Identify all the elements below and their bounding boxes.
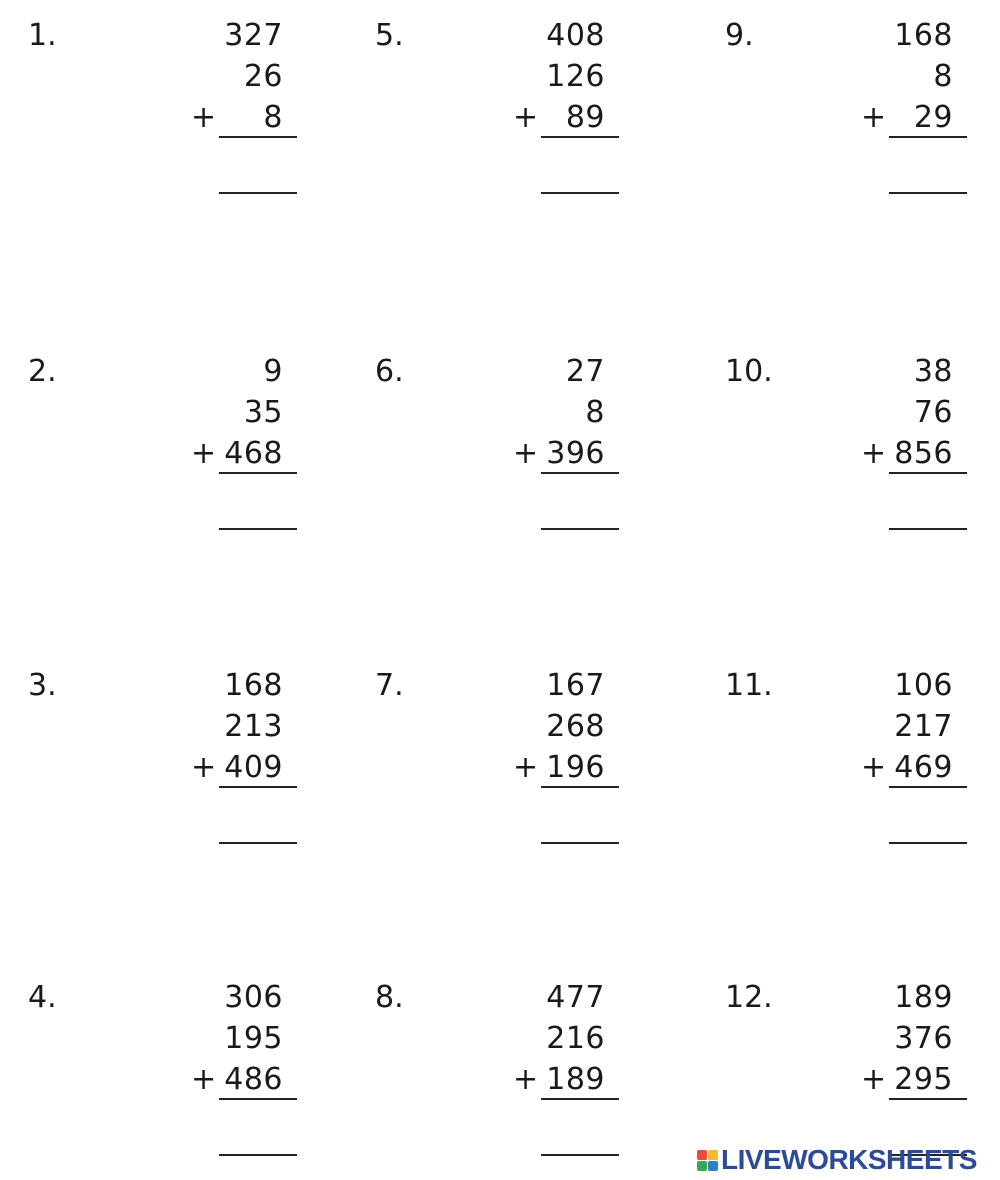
addend-1: 306 (224, 980, 283, 1015)
problem-number: 8. (375, 980, 404, 1015)
sum-line (889, 1098, 967, 1100)
plus-sign: + (191, 100, 217, 135)
addend-3: 468 (224, 436, 283, 471)
problem-number: 4. (28, 980, 57, 1015)
plus-sign: + (861, 750, 887, 785)
addend-2: 268 (546, 709, 605, 744)
answer-input[interactable] (541, 156, 619, 194)
problem-4 (28, 980, 283, 1180)
addend-2: 376 (894, 1021, 953, 1056)
addend-1: 38 (913, 354, 953, 389)
problem-3 (28, 668, 283, 868)
plus-sign: + (861, 1062, 887, 1097)
problem-number: 1. (28, 18, 57, 53)
addend-1: 27 (565, 354, 605, 389)
liveworksheets-logo (697, 1142, 977, 1178)
problem-1 (28, 18, 283, 218)
addend-3: 89 (565, 100, 605, 135)
addend-1: 106 (894, 668, 953, 703)
addend-2: 35 (243, 395, 283, 430)
plus-sign: + (861, 100, 887, 135)
addend-2: 217 (894, 709, 953, 744)
answer-input[interactable] (541, 806, 619, 844)
addend-1: 408 (546, 18, 605, 53)
sum-line (219, 786, 297, 788)
addend-2: 26 (243, 59, 283, 94)
sum-line (889, 472, 967, 474)
problem-9 (725, 18, 953, 218)
addend-3: 486 (224, 1062, 283, 1097)
addend-2: 213 (224, 709, 283, 744)
problem-number: 6. (375, 354, 404, 389)
answer-input[interactable] (219, 1118, 297, 1156)
problem-8 (375, 980, 605, 1180)
plus-sign: + (191, 436, 217, 471)
answer-input[interactable] (889, 492, 967, 530)
answer-input[interactable] (541, 1118, 619, 1156)
plus-sign: + (513, 100, 539, 135)
addend-1: 477 (546, 980, 605, 1015)
problem-6 (375, 354, 605, 554)
addend-3: 409 (224, 750, 283, 785)
liveworksheets-logo-icon (697, 1150, 718, 1171)
problem-number: 2. (28, 354, 57, 389)
plus-sign: + (191, 1062, 217, 1097)
sum-line (889, 136, 967, 138)
answer-input[interactable] (889, 156, 967, 194)
addend-2: 195 (224, 1021, 283, 1056)
sum-line (219, 136, 297, 138)
problem-number: 12. (725, 980, 773, 1015)
logo-square-red (697, 1150, 707, 1160)
plus-sign: + (513, 436, 539, 471)
problem-7 (375, 668, 605, 868)
addend-3: 469 (894, 750, 953, 785)
addend-3: 196 (546, 750, 605, 785)
plus-sign: + (513, 750, 539, 785)
problem-10 (725, 354, 953, 554)
addend-3: 8 (263, 100, 283, 135)
logo-text: LIVEWORKSHEETS (721, 1144, 977, 1175)
sum-line (889, 786, 967, 788)
addend-1: 9 (263, 354, 283, 389)
addend-2: 126 (546, 59, 605, 94)
addend-2: 8 (933, 59, 953, 94)
addend-1: 168 (894, 18, 953, 53)
problem-5 (375, 18, 605, 218)
answer-input[interactable] (219, 156, 297, 194)
answer-input[interactable] (541, 492, 619, 530)
sum-line (541, 786, 619, 788)
problem-11 (725, 668, 953, 868)
addend-1: 327 (224, 18, 283, 53)
sum-line (219, 472, 297, 474)
answer-input[interactable] (219, 806, 297, 844)
addend-3: 189 (546, 1062, 605, 1097)
plus-sign: + (513, 1062, 539, 1097)
logo-square-blue (708, 1161, 718, 1171)
addend-3: 29 (913, 100, 953, 135)
addend-1: 189 (894, 980, 953, 1015)
addend-2: 216 (546, 1021, 605, 1056)
sum-line (541, 1098, 619, 1100)
sum-line (541, 136, 619, 138)
plus-sign: + (191, 750, 217, 785)
problem-number: 11. (725, 668, 773, 703)
answer-input[interactable] (889, 806, 967, 844)
problem-2 (28, 354, 283, 554)
sum-line (219, 1098, 297, 1100)
answer-input[interactable] (219, 492, 297, 530)
problem-number: 10. (725, 354, 773, 389)
problem-number: 9. (725, 18, 754, 53)
logo-square-yellow (708, 1150, 718, 1160)
addend-2: 76 (913, 395, 953, 430)
addend-3: 295 (894, 1062, 953, 1097)
addend-3: 856 (894, 436, 953, 471)
problem-number: 5. (375, 18, 404, 53)
plus-sign: + (861, 436, 887, 471)
addend-2: 8 (585, 395, 605, 430)
problem-number: 7. (375, 668, 404, 703)
problem-number: 3. (28, 668, 57, 703)
sum-line (541, 472, 619, 474)
addend-1: 168 (224, 668, 283, 703)
addend-3: 396 (546, 436, 605, 471)
addend-1: 167 (546, 668, 605, 703)
logo-square-green (697, 1161, 707, 1171)
